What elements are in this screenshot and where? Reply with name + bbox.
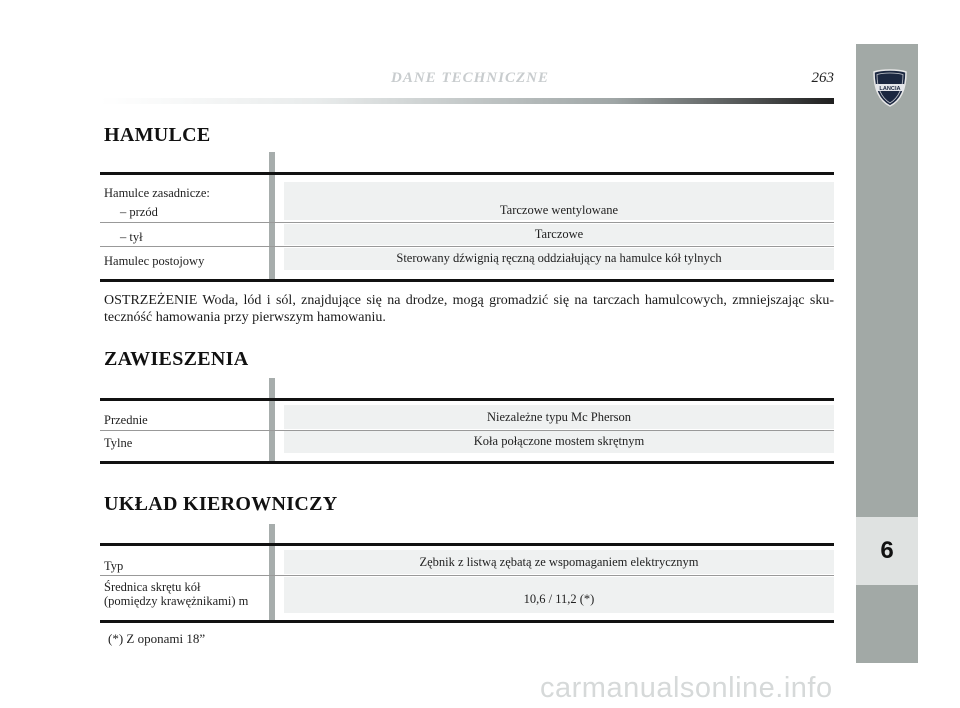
steering-table-top-rule	[100, 543, 834, 546]
front-suspension-label: Przednie	[104, 413, 148, 427]
header-rule	[100, 98, 834, 104]
rear-suspension-label: Tylne	[104, 436, 133, 450]
turning-diameter-label: Średnica skrętu kół	[104, 580, 201, 594]
brakes-warning-text: OSTRZEŻENIE Woda, lód i sól, znajdujące się na drodze, mogą gromadzić się na tarczach hamulcowych, zmniejszając sku-tecznóść hamowania przy pierwszym hamowaniu.	[104, 293, 834, 325]
brakes-table-top-rule	[100, 172, 834, 175]
suspension-table-bottom-rule	[100, 461, 834, 464]
front-brakes-value: Tarczowe wentylowane	[284, 182, 834, 220]
watermark: carmanualsonline.info	[540, 672, 833, 704]
steering-section-title: UKŁAD KIEROWNICZY	[104, 493, 338, 515]
rear-suspension-value: Koła połączone mostem skrętnym	[284, 431, 834, 453]
front-brakes-label: – przód	[120, 205, 158, 219]
turning-diameter-value: 10,6 / 11,2 (*)	[284, 577, 834, 613]
suspension-table-divider	[269, 378, 275, 464]
steering-table-bottom-rule	[100, 620, 834, 623]
parking-brake-value: Sterowany dźwignią ręczną oddziałujący na hamulce kół tylnych	[284, 248, 834, 270]
suspension-section-title: ZAWIESZENIA	[104, 348, 249, 370]
chapter-number: 6	[856, 517, 918, 585]
rear-brakes-value: Tarczowe	[284, 224, 834, 245]
parking-brake-label: Hamulec postojowy	[104, 254, 205, 268]
brakes-row-divider	[100, 246, 834, 247]
turning-diameter-sublabel: (pomiędzy krawężnikami) m	[104, 594, 249, 608]
brakes-row-divider	[100, 222, 834, 223]
suspension-table-top-rule	[100, 398, 834, 401]
steering-type-label: Typ	[104, 559, 124, 573]
steering-table-divider	[269, 524, 275, 623]
front-suspension-value: Niezależne typu Mc Pherson	[284, 405, 834, 429]
page-number: 263	[811, 70, 834, 86]
service-brakes-label: Hamulce zasadnicze:	[104, 186, 210, 200]
running-header-title: DANE TECHNICZNE	[391, 70, 549, 86]
lancia-logo-icon	[872, 68, 908, 108]
logo-text: LANCIA	[879, 85, 901, 92]
brakes-table-bottom-rule	[100, 279, 834, 282]
rear-brakes-label: – tył	[120, 230, 143, 244]
steering-type-value: Zębnik z listwą zębatą ze wspomaganiem elektrycznym	[284, 550, 834, 574]
steering-row-divider	[100, 575, 834, 576]
chapter-side-tab	[856, 44, 918, 663]
tyre-footnote: (*) Z oponami 18”	[108, 631, 206, 646]
brakes-section-title: HAMULCE	[104, 124, 211, 146]
